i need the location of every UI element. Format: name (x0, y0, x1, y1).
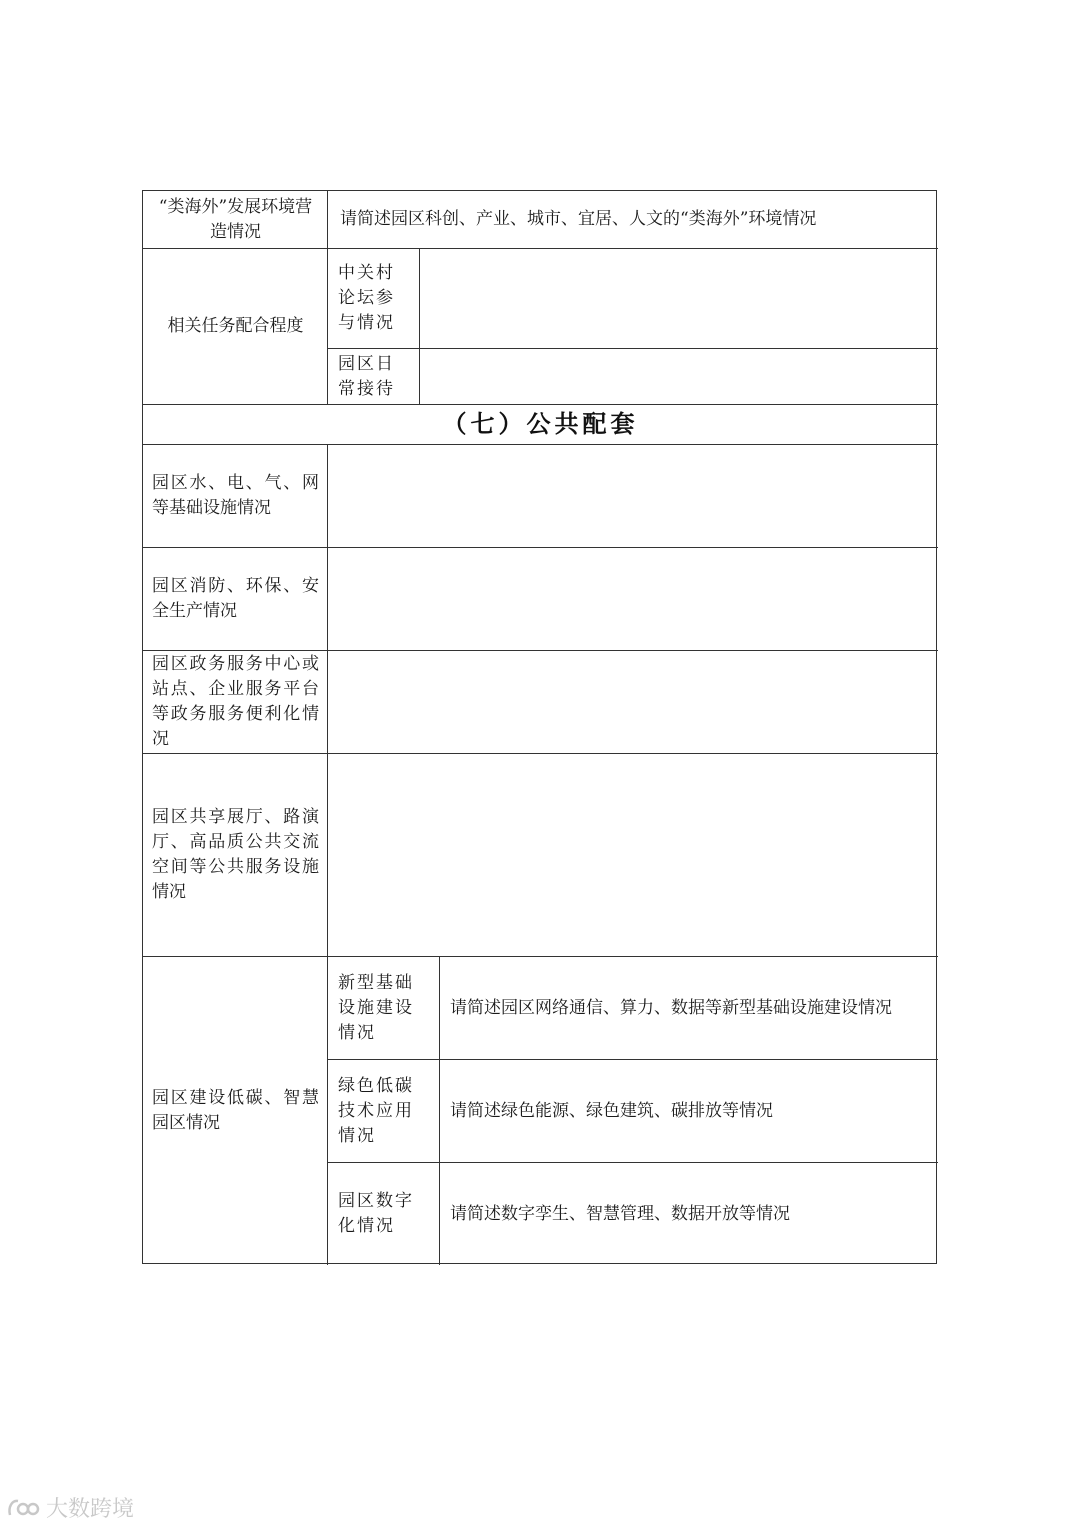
green-tech-label (327, 1059, 439, 1162)
overseas-env-value[interactable] (327, 191, 938, 248)
daily-reception-value[interactable] (419, 348, 938, 404)
new-infra-label-text: 新型基础设施建设情况 (338, 972, 414, 1043)
daily-reception-label (327, 348, 419, 404)
digital-label-text: 园区数字化情况 (338, 1191, 414, 1236)
watermark-text: 大数跨境 (46, 1497, 135, 1522)
safety-label-text: 园区消防、环保、安全生产情况 (152, 576, 319, 621)
zgc-forum-value[interactable] (419, 248, 938, 348)
gov-service-value[interactable] (327, 650, 938, 753)
overseas-env-value-text: 请简述园区科创、产业、城市、宜居、人文的“类海外”环境情况 (340, 209, 817, 229)
task-cooperation-label (143, 248, 327, 404)
digital-value-text: 请简述数字孪生、智慧管理、数据开放等情况 (450, 1203, 790, 1224)
new-infra-label (327, 956, 439, 1059)
section-heading (143, 404, 938, 444)
shared-space-label-text: 园区共享展厅、路演厅、高品质公共交流空间等公共服务设施情况 (152, 807, 319, 902)
low-carbon-label (143, 956, 327, 1265)
watermark-logo-icon (6, 1497, 40, 1519)
daily-reception-label-text: 园区日常接待 (338, 353, 395, 399)
zgc-forum-label (327, 248, 419, 348)
zgc-forum-label-text: 中关村论坛参与情况 (338, 263, 395, 333)
safety-label (143, 547, 327, 650)
new-infra-value[interactable] (439, 956, 938, 1059)
safety-value[interactable] (327, 547, 938, 650)
section-heading-text: （七）公共配套 (442, 410, 639, 438)
infrastructure-label-text: 园区水、电、气、网等基础设施情况 (152, 473, 319, 518)
gov-service-label-text: 园区政务服务中心或站点、企业服务平台等政务服务便利化情况 (152, 654, 319, 749)
green-tech-label-text: 绿色低碳技术应用情况 (338, 1075, 414, 1146)
overseas-env-label (143, 191, 327, 248)
new-infra-value-text: 请简述园区网络通信、算力、数据等新型基础设施建设情况 (450, 997, 892, 1018)
digital-label (327, 1162, 439, 1265)
shared-space-value[interactable] (327, 753, 938, 956)
infrastructure-label (143, 444, 327, 547)
task-cooperation-label-text: 相关任务配合程度 (167, 316, 304, 336)
green-tech-value-text: 请简述绿色能源、绿色建筑、碳排放等情况 (450, 1100, 773, 1121)
watermark (6, 1492, 134, 1523)
overseas-env-label-text: “类海外”发展环境营造情况 (158, 196, 313, 242)
digital-value[interactable] (439, 1162, 938, 1265)
shared-space-label (143, 753, 327, 956)
low-carbon-label-text: 园区建设低碳、智慧园区情况 (152, 1088, 319, 1133)
form-table (142, 190, 937, 1264)
gov-service-label (143, 650, 327, 753)
green-tech-value[interactable] (439, 1059, 938, 1162)
infrastructure-value[interactable] (327, 444, 938, 547)
